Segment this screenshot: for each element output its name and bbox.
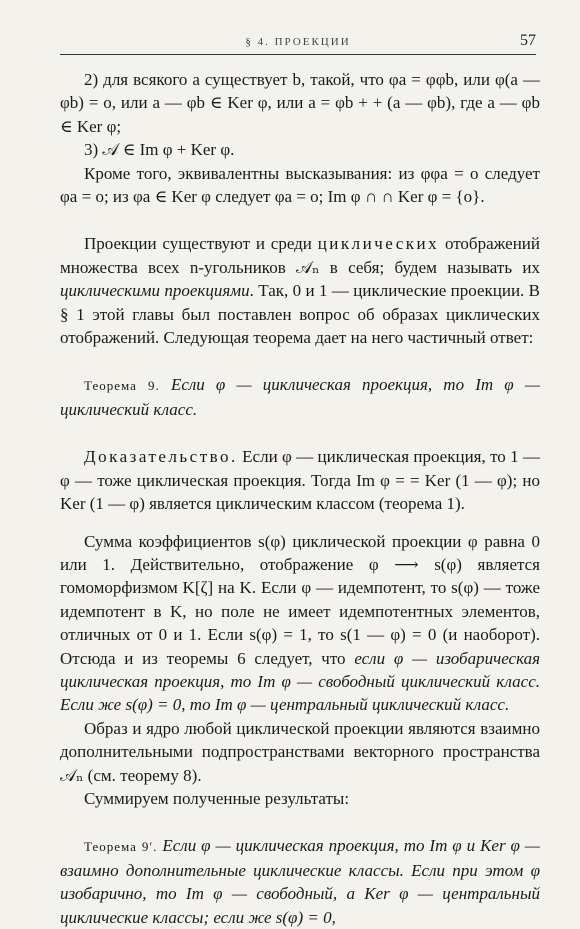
theorem-statement: Если φ — циклическая проекция, то Im φ и Ker φ — взаимно дополнительные циклические классы. Если при этом φ изобарично, то Im φ — свободный, а Ker φ — центральный циклические классы; если же s(φ) = 0, [60,836,540,927]
proof-text: Если φ — циклическая проекция, то 1 — φ — тоже циклическая проекция. Тогда Im φ = = Ker (1 — φ); но Ker (1 — φ) является циклическим классом (теорема 1). [60,447,540,514]
text-run: отображений множества всех n-угольников 𝒜ₙ в себя; будем называть их [60,234,540,277]
paragraph-cyclic-projections [60,232,540,349]
defined-term: циклическими проекциями [60,281,250,301]
paragraph-coefficient-sum [60,530,540,717]
proof-paragraph [60,445,540,515]
paragraph-equivalent-statements: Кроме того, эквивалентны высказывания: из φφa = o следует φa = o; из φa ∈ Ker φ следует φa = o; Im φ ∩ ∩ Ker φ = {o}. [60,163,540,207]
spaced-term: циклических [317,234,440,254]
paragraph-condition-3: 3) 𝒜 ∈ Im φ + Ker φ. [84,140,235,160]
paragraph-summary: Суммируем полученные результаты: [84,788,350,808]
page-number: 57 [520,32,536,49]
theorem-label: Теорема 9. [84,378,160,394]
theorem-9 [60,373,540,421]
running-head: § 4. ПРОЕКЦИИ [245,36,351,48]
theorem-label: Теорема 9′. [84,839,158,855]
text-run: Сумма коэффициентов s(φ) циклической проекции φ равна 0 или 1. Действительно, отображение φ ⟶ s(φ) является гомоморфизмом K[ζ] на K. Если φ — идемпотент, то s(φ) — тоже идемпотент в K, но поле не имеет идемпотентных элементов, отличных от 0 и 1. Если s(φ) = 1, то s(1 — φ) = 0 (и наоборот). Отсюда и из теоремы 6 следует, что [60,531,540,668]
theorem-statement: Если φ — циклическая проекция, то Im φ — циклический класс. [60,375,540,419]
paragraph-image-kernel: Образ и ядро любой циклической проекции являются взаимно дополнительными подпространствами векторного пространства 𝒜ₙ (см. теорему 8). [60,718,540,785]
page-header [60,34,536,55]
proof-label: Доказательство. [84,447,238,467]
text-run: . Так, 0 и 1 — циклические проекции. В § 1 этой главы был поставлен вопрос об образах циклических отображений. Следующая теорема дает на него частичный ответ: [60,281,541,348]
text-run: Проекции существуют и среди [84,234,318,254]
italic-conclusion: если φ — изобарическая циклическая проекция, то Im φ — свободный циклический класс. Если же s(φ) = 0, то Im φ — центральный циклический класс. [60,648,540,715]
page-body [60,68,540,929]
theorem-9-prime [60,834,540,929]
paragraph-condition-2: 2) для всякого a существует b, такой, что φa = φφb, или φ(a — φb) = o, или a — φb ∈ Ker φ, или a = φb + + (a — φb), где a — φb ∈ Ker φ; [60,70,540,136]
